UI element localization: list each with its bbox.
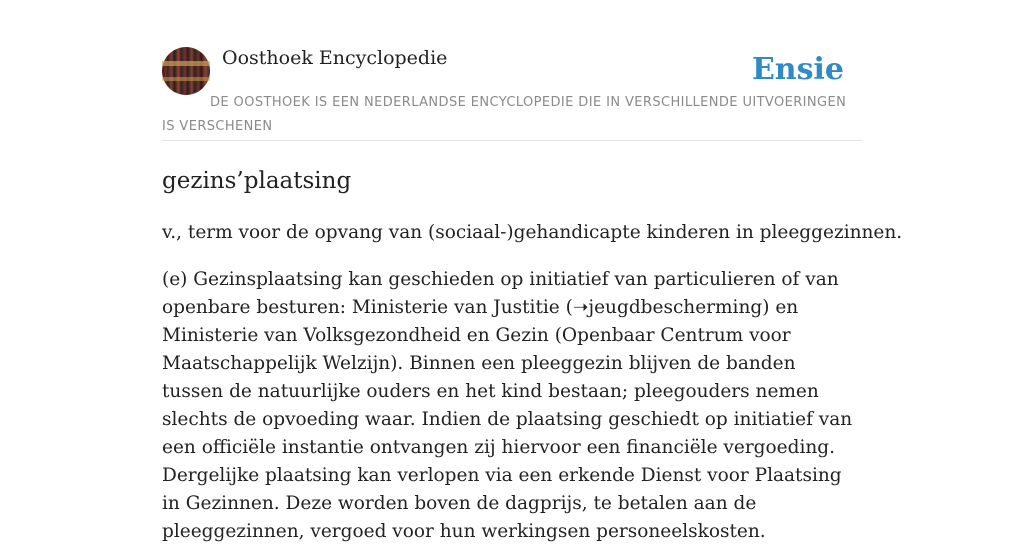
- site-name-link[interactable]: Oosthoek Encyclopedie: [222, 47, 448, 69]
- article-paragraph-body: [162, 266, 862, 546]
- bookshelf-avatar-icon[interactable]: [162, 47, 210, 95]
- content-container: [162, 46, 903, 546]
- site-header: [162, 46, 862, 141]
- article-paragraph-definition: v., term voor de opvang van (sociaal-)gehandicapte kinderen in pleeggezinnen.: [162, 222, 903, 243]
- xref-arrow-icon: ➝: [572, 297, 589, 318]
- body-text-rest: ) en Ministerie van Volksgezondheid en Gezin (Openbaar Centrum voor Maatschappelijk Welzijn). Binnen een pleeggezin blijven de banden tussen de natuurlijke ouders en het kind bestaan; pleegouders nemen slechts de opvoeding waar. Indien de plaatsing geschiedt op initiatief van een officiële instantie ontvangen zij hiervoor een financiële vergoeding. Dergelijke plaatsing kan verlopen via een erkende Dienst voor Plaatsing in Gezinnen. Deze worden boven de dagprijs, te betalen aan de pleeggezinnen, vergoed voor hun werkingsen personeelskosten.: [162, 297, 853, 542]
- article-title: gezins’plaatsing: [162, 168, 352, 194]
- xref-link-jeugdbescherming[interactable]: jeugdbescherming: [588, 297, 763, 318]
- body-text-start: (e) Gezinsplaatsing kan geschieden op initiatief van particulieren of van openbare besturen: Ministerie van Justitie (: [162, 269, 839, 318]
- site-tagline: DE OOSTHOEK IS EEN NEDERLANDSE ENCYCLOPEDIE DIE IN VERSCHILLENDE UITVOERINGEN IS VERSCHENEN: [162, 95, 847, 134]
- ensie-logo-link[interactable]: Ensie: [751, 52, 844, 87]
